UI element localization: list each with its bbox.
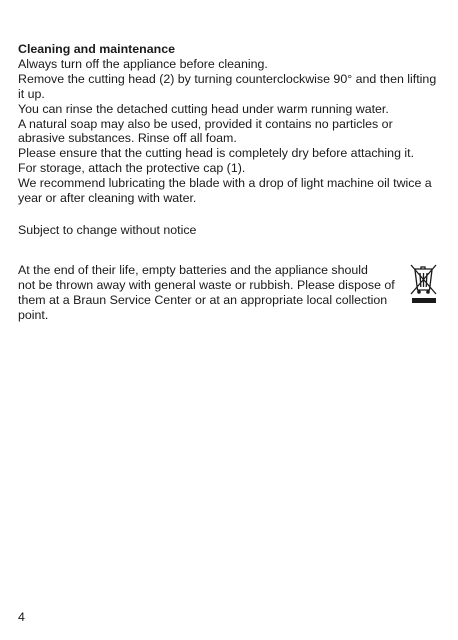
- change-notice: Subject to change without notice: [18, 223, 197, 237]
- cleaning-line: year or after cleaning with water.: [18, 191, 197, 206]
- cleaning-line: A natural soap may also be used, provided it contains no particles or: [18, 116, 393, 131]
- disposal-line: At the end of their life, empty batteries and the appliance should: [18, 263, 368, 277]
- disposal-line: point.: [18, 307, 49, 322]
- disposal-line: not be thrown away with general waste or rubbish. Please dispose of: [18, 277, 395, 292]
- crossed-out-wheelie-bin-icon: [408, 263, 440, 305]
- cleaning-line: Please ensure that the cutting head is completely dry before attaching it.: [18, 146, 415, 161]
- disposal-line: them at a Braun Service Center or at an appropriate local collection: [18, 292, 388, 307]
- cleaning-line: You can rinse the detached cutting head under warm running water.: [18, 101, 389, 116]
- cleaning-line: We recommend lubricating the blade with a drop of light machine oil twice a: [18, 176, 432, 191]
- cleaning-line: For storage, attach the protective cap (1).: [18, 161, 246, 176]
- page-number: 4: [18, 610, 25, 624]
- section-heading: Cleaning and maintenance: [18, 42, 175, 56]
- cleaning-line: Remove the cutting head (2) by turning counterclockwise 90° and then lifting: [18, 71, 437, 86]
- disposal-section: [18, 263, 398, 323]
- cleaning-line: it up.: [18, 86, 45, 101]
- cleaning-line: abrasive substances. Rinse off all foam.: [18, 131, 237, 146]
- cleaning-line: Always turn off the appliance before cleaning.: [18, 56, 268, 71]
- cleaning-section: [18, 42, 442, 206]
